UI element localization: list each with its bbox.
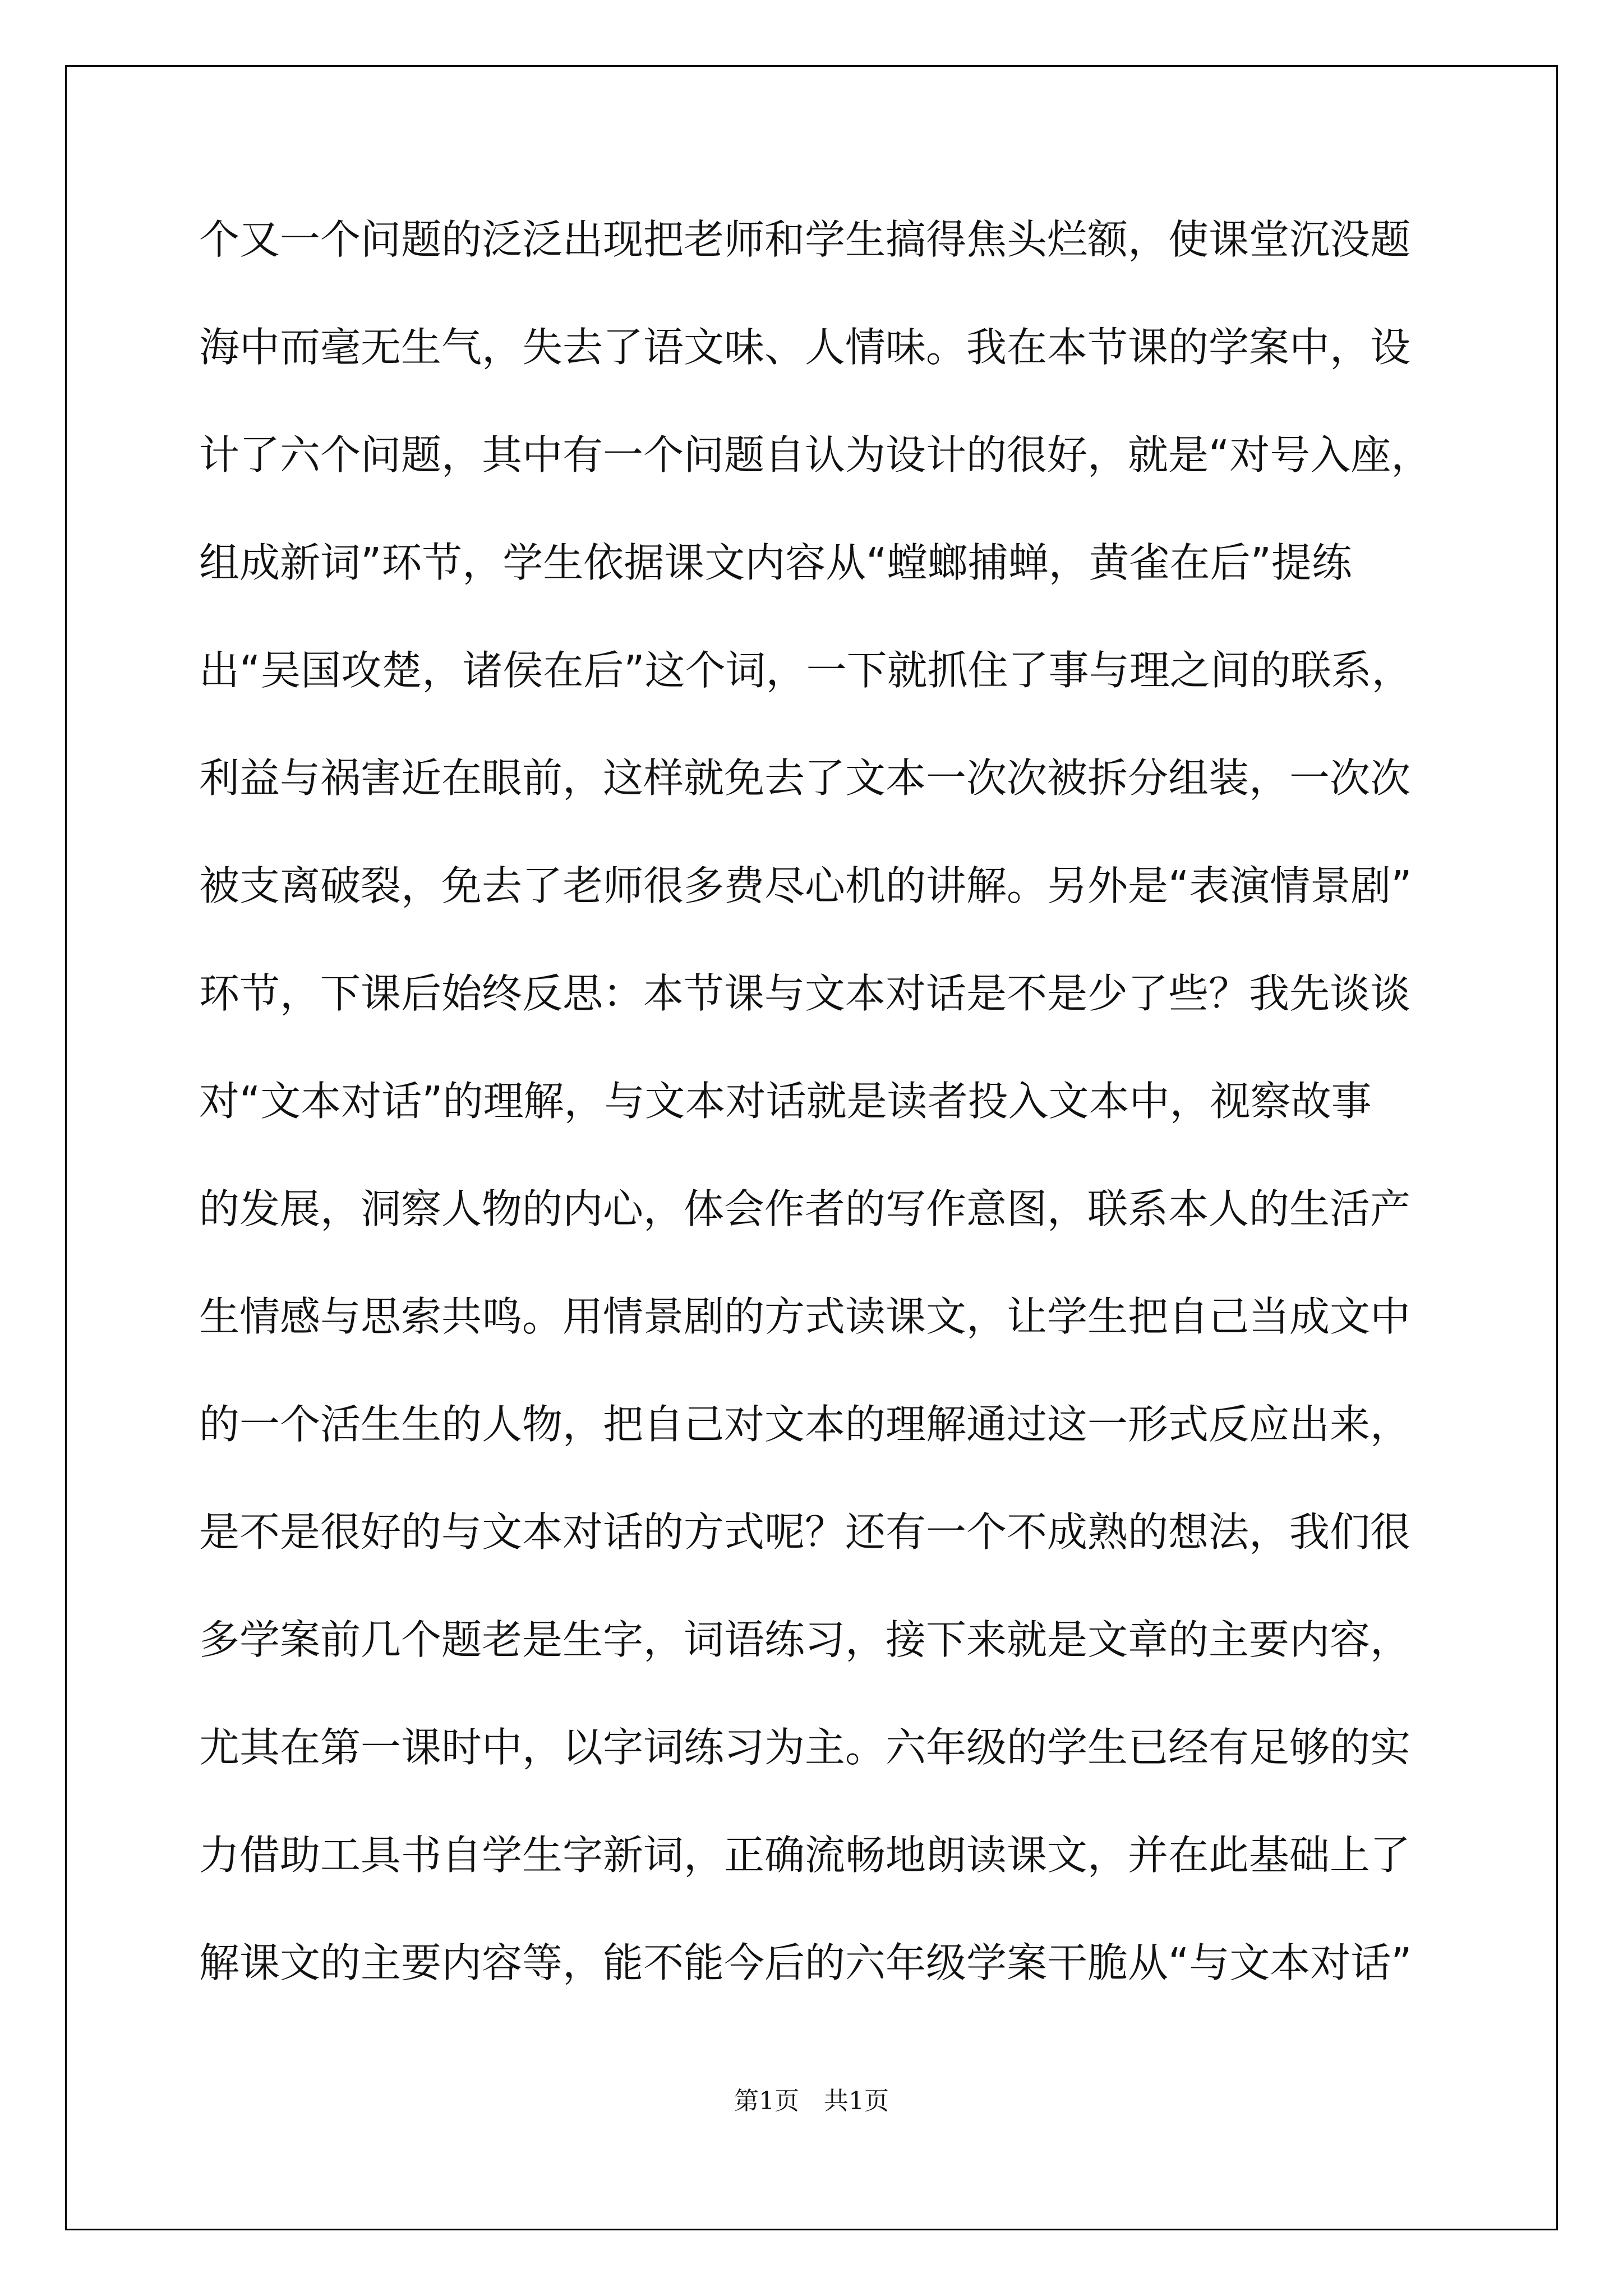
text-line: 利益与祸害近在眼前，这样就免去了文本一次次被拆分组装，一次次: [199, 754, 1411, 802]
text-line: 尤其在第一课时中，以字词练习为主。六年级的学生已经有足够的实: [199, 1724, 1411, 1771]
page-number-footer: 第1页 共1页: [734, 2087, 889, 2115]
text-line: 力借助工具书自学生字新词，正确流畅地朗读课文，并在此基础上了: [199, 1832, 1411, 1879]
text-line: 的发展，洞察人物的内心，体会作者的写作意图，联系本人的生活产: [199, 1185, 1411, 1232]
text-line: 被支离破裂，免去了老师很多费尽心机的讲解。另外是“表演情景剧”: [199, 862, 1412, 909]
text-line: 是不是很好的与文本对话的方式呢？还有一个不成熟的想法，我们很: [199, 1508, 1411, 1556]
document-body: [199, 217, 1444, 1985]
text-line: 计了六个问题，其中有一个问题自认为设计的很好，就是“对号入座，: [199, 431, 1432, 478]
text-line: 多学案前几个题老是生字，词语练习，接下来就是文章的主要内容，: [199, 1616, 1411, 1663]
text-line: 环节，下课后始终反思：本节课与文本对话是不是少了些？我先谈谈: [199, 970, 1411, 1017]
text-line: 生情感与思索共鸣。用情景剧的方式读课文，让学生把自己当成文中: [199, 1293, 1411, 1340]
text-line: 对“文本对话”的理解，与文本对话就是读者投入文本中，视察故事: [199, 1078, 1372, 1125]
text-line: 解课文的主要内容等，能不能今后的六年级学案干脆从“与文本对话”: [199, 1939, 1412, 1986]
text-line: 海中而毫无生气，失去了语文味、人情味。我在本节课的学案中，设: [199, 324, 1411, 371]
text-line: 的一个活生生的人物，把自己对文本的理解通过这一形式反应出来，: [199, 1401, 1411, 1448]
text-line: 个又一个问题的泛泛出现把老师和学生搞得焦头烂额，使课堂沉没题: [199, 216, 1411, 263]
text-line: 出“吴国攻楚，诸侯在后”这个词，一下就抓住了事与理之间的联系，: [199, 647, 1412, 694]
text-line: 组成新词”环节，学生依据课文内容从“螳螂捕蝉，黄雀在后”提练: [199, 539, 1352, 586]
